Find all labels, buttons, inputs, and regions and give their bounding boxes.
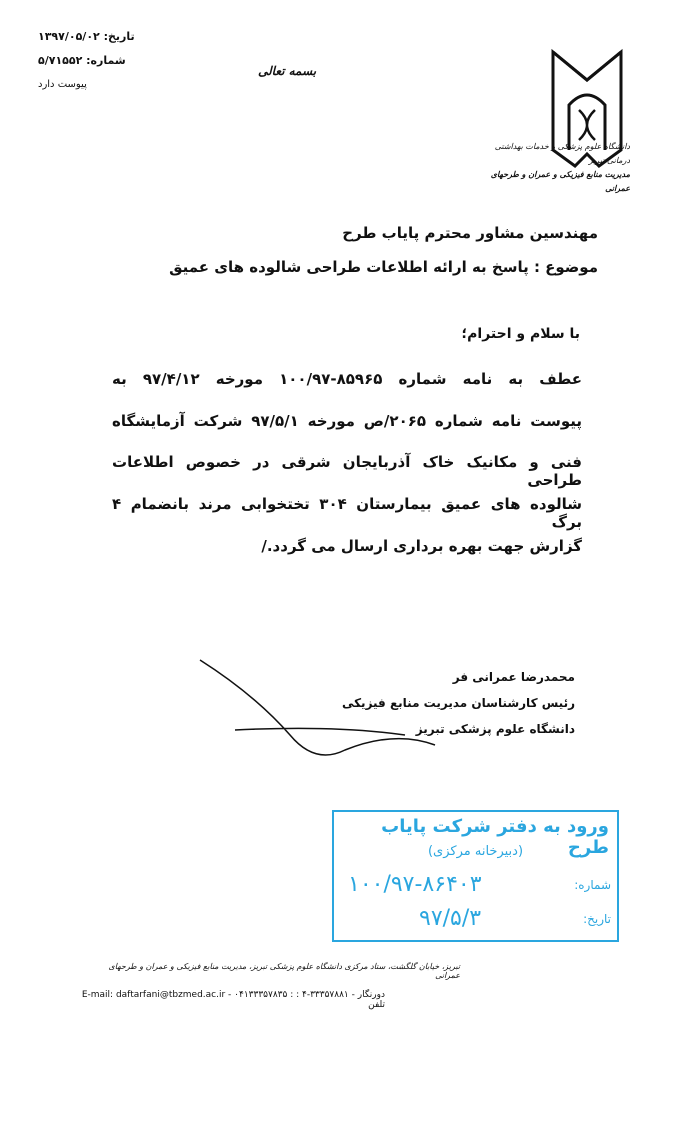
body-line: فنی و مکانیک خاک آذربایجان شرقی در خصوص اطلاعات طراحی [112, 453, 582, 489]
date-label: تاریخ: [103, 30, 135, 43]
body-line: شالوده های عمیق بیمارستان ۳۰۴ تختخوابی مرند بانضمام ۴ برگ [112, 495, 582, 531]
bismillah: بسمه تعالی [258, 64, 317, 78]
greeting: با سلام و احترام؛ [461, 326, 580, 342]
stamp-date-value: ۹۷/۵/۳ [419, 906, 482, 931]
subject: موضوع : پاسخ به ارائه اطلاعات طراحی شالوده های عمیق [169, 258, 598, 276]
body-line: گزارش جهت بهره برداری ارسال می گردد./ [261, 537, 582, 555]
stamp-date-label: تاریخ: [583, 912, 611, 926]
date-value: ۱۳۹۷/۰۵/۰۲ [38, 30, 100, 43]
body-line: پیوست نامه شماره ۲۰۶۵/ص مورخه ۹۷/۵/۱ شرکت آزمایشگاه [112, 412, 582, 430]
logo-caption [480, 140, 630, 196]
date-line [38, 30, 148, 43]
number-line [38, 54, 148, 67]
stamp-title: ورود به دفتر شرکت پایاب طرح [381, 816, 609, 858]
number-label: شماره: [86, 54, 126, 67]
footer-address: تبریز، خیابان گلگشت، ستاد مرکزی دانشگاه علوم پزشکی تبریز، مدیریت منابع فیزیکی و عمران و طرحهای عمرانی [108, 962, 460, 980]
signer-org: دانشگاه علوم پزشکی تبریز [415, 722, 575, 736]
body-line: عطف به نامه شماره ۸۵۹۶۵-۱۰۰/۹۷ مورخه ۹۷/۴/۱۲ به [112, 370, 582, 388]
handwritten-signature-icon [195, 655, 445, 775]
receipt-stamp [332, 810, 619, 942]
org-line-2: مدیریت منابع فیزیکی و عمران و طرحهای عمرانی [490, 170, 630, 193]
signer-title: رئیس کارشناسان مدیریت منابع فیزیکی [341, 696, 575, 710]
stamp-number-value: ۱۰۰/۹۷-۸۶۴۰۳ [348, 872, 482, 897]
attachment-note: پیوست دارد [38, 79, 87, 90]
signer-name: محمدرضا عمرانی فر [452, 670, 575, 684]
number-value: ۵/۷۱۵۵۲ [38, 54, 83, 67]
addressee: مهندسین مشاور محترم پایاب طرح [342, 224, 598, 242]
org-line-1: دانشگاه علوم پزشکی و خدمات بهداشتی درمانی تبریز [494, 142, 630, 165]
stamp-number-label: شماره: [574, 878, 611, 892]
footer-contact: E-mail: daftarfani@tbzmed.ac.ir - ۰۴۱۳۳۳۵۷۸۳۵ : دورنگار - ۳۳۳۵۷۸۸۱-۴ : تلفن [81, 990, 385, 1010]
stamp-subtitle: (دبیرخانه مرکزی) [427, 844, 524, 859]
